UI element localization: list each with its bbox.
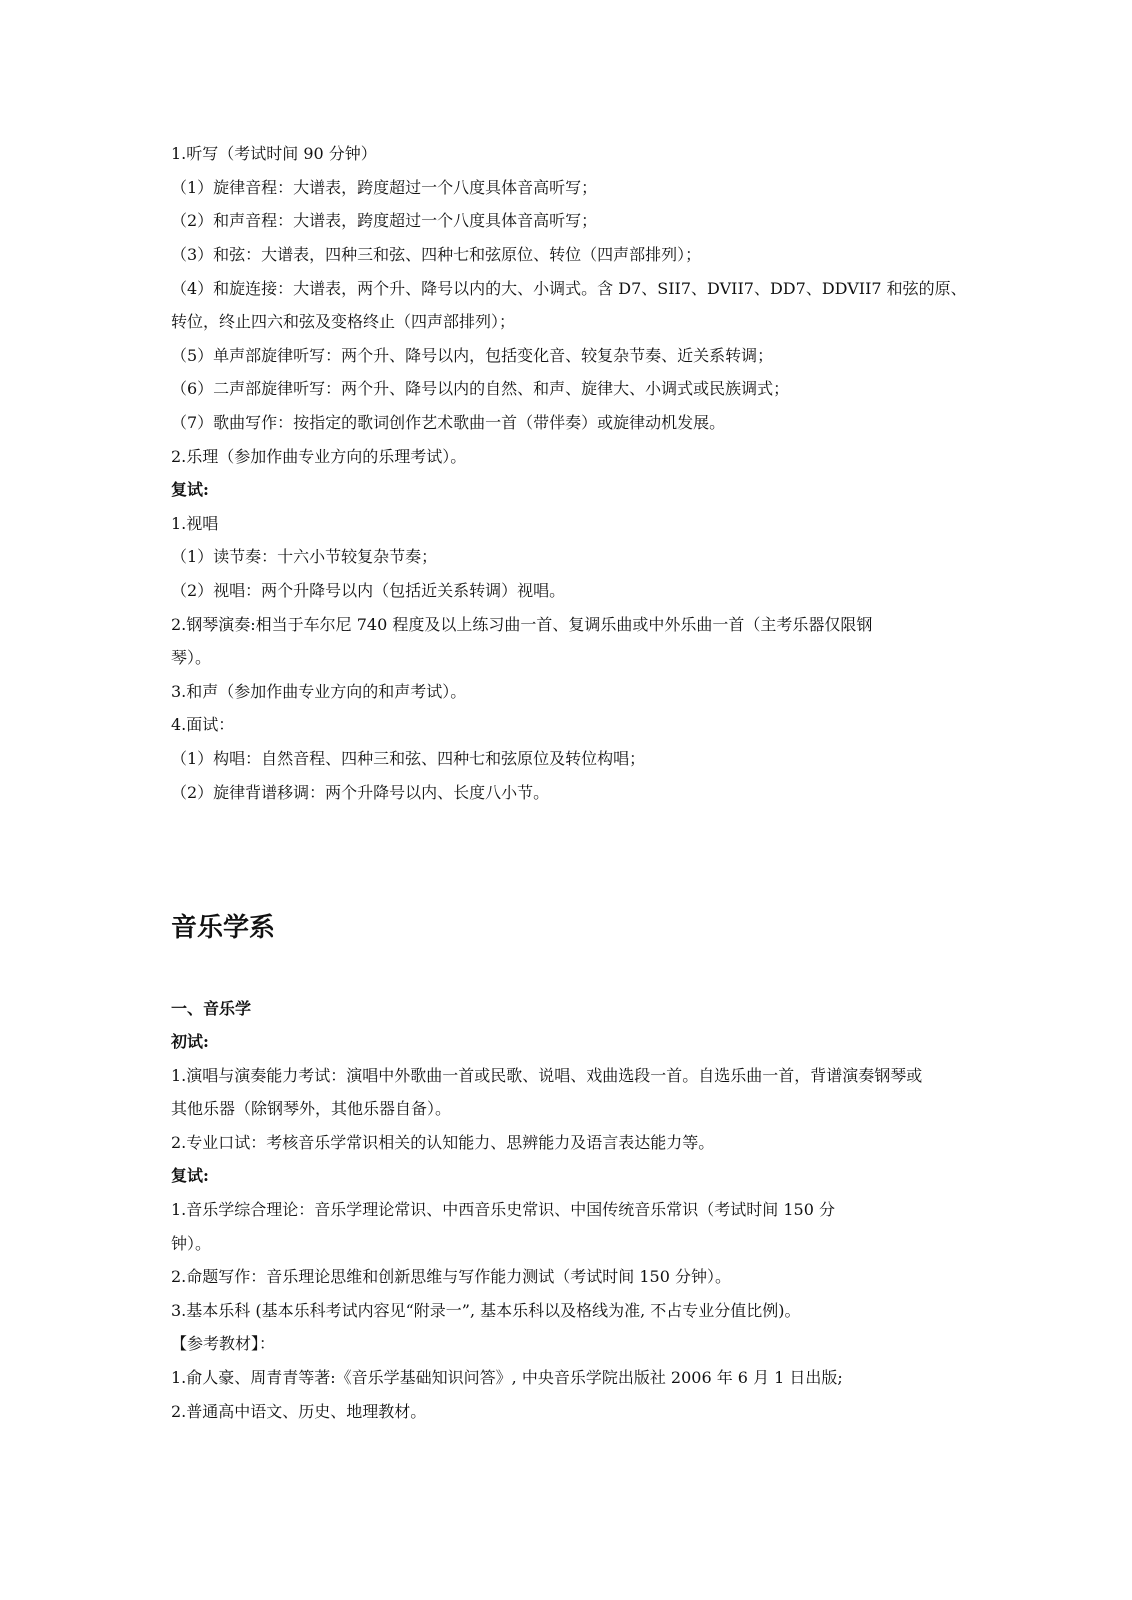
- text-line: 琴）。: [171, 648, 212, 667]
- text-line: （2）旋律背谱移调：两个升降号以内、长度八小节。: [171, 783, 550, 802]
- text-line: （1）构唱：自然音程、四种三和弦、四种七和弦原位及转位构唱；: [171, 749, 646, 768]
- text-line: （1）读节奏：十六小节较复杂节奏；: [171, 547, 438, 566]
- text-line: （4）和旋连接：大谱表，两个升、降号以内的大、小调式。含 D7、SII7、DVII7、DD7、DDVII7 和弦的原、: [171, 279, 967, 298]
- text-line: 2.普通高中语文、历史、地理教材。: [171, 1402, 427, 1421]
- text-line: 1.俞人豪、周青青等著:《音乐学基础知识问答》, 中央音乐学院出版社 2006 年 6 月 1 日出版;: [171, 1368, 843, 1387]
- section-title: 音乐学系: [171, 913, 276, 943]
- text-line: （2）视唱：两个升降号以内（包括近关系转调）视唱。: [171, 581, 566, 600]
- text-line: 钟）。: [171, 1234, 212, 1253]
- text-line: 2.钢琴演奏:相当于车尔尼 740 程度及以上练习曲一首、复调乐曲或中外乐曲一首（主考乐器仅限钢: [171, 615, 873, 634]
- text-line: 1.音乐学综合理论：音乐学理论常识、中西音乐史常识、中国传统音乐常识（考试时间 150 分: [171, 1200, 835, 1219]
- text-line: 1.视唱: [171, 514, 219, 533]
- text-line: 3.和声（参加作曲专业方向的和声考试）。: [171, 682, 467, 701]
- text-line: 2.命题写作：音乐理论思维和创新思维与写作能力测试（考试时间 150 分钟）。: [171, 1267, 731, 1286]
- subheading: 一、音乐学: [171, 999, 252, 1018]
- subheading: 初试:: [171, 1032, 209, 1051]
- text-line: （6）二声部旋律听写：两个升、降号以内的自然、和声、旋律大、小调式或民族调式；: [171, 379, 790, 398]
- text-line: （3）和弦：大谱表，四种三和弦、四种七和弦原位、转位（四声部排列）；: [171, 245, 702, 264]
- text-line: （7）歌曲写作：按指定的歌词创作艺术歌曲一首（带伴奏）或旋律动机发展。: [171, 413, 726, 432]
- text-line: 1.听写（考试时间 90 分钟）: [171, 144, 377, 163]
- text-line: 3.基本乐科 (基本乐科考试内容见“附录一”, 基本乐科以及格线为准, 不占专业分值比例)。: [171, 1301, 801, 1320]
- text-line: 转位，终止四六和弦及变格终止（四声部排列）；: [171, 312, 516, 331]
- text-line: （5）单声部旋律听写：两个升、降号以内，包括变化音、较复杂节奏、近关系转调；: [171, 346, 774, 365]
- text-line: 2.专业口试：考核音乐学常识相关的认知能力、思辨能力及语言表达能力等。: [171, 1133, 715, 1152]
- text-line: （2）和声音程：大谱表，跨度超过一个八度具体音高听写；: [171, 211, 598, 230]
- text-line: 【参考教材】：: [171, 1334, 276, 1353]
- text-line: 4.面试：: [171, 715, 235, 734]
- subheading: 复试:: [171, 480, 209, 499]
- text-line: （1）旋律音程：大谱表，跨度超过一个八度具体音高听写；: [171, 178, 598, 197]
- text-line: 其他乐器（除钢琴外，其他乐器自备）。: [171, 1099, 452, 1118]
- text-line: 1.演唱与演奏能力考试：演唱中外歌曲一首或民歌、说唱、戏曲选段一首。自选乐曲一首，背谱演奏钢琴或: [171, 1066, 923, 1085]
- subheading: 复试:: [171, 1166, 209, 1185]
- text-line: 2.乐理（参加作曲专业方向的乐理考试）。: [171, 447, 467, 466]
